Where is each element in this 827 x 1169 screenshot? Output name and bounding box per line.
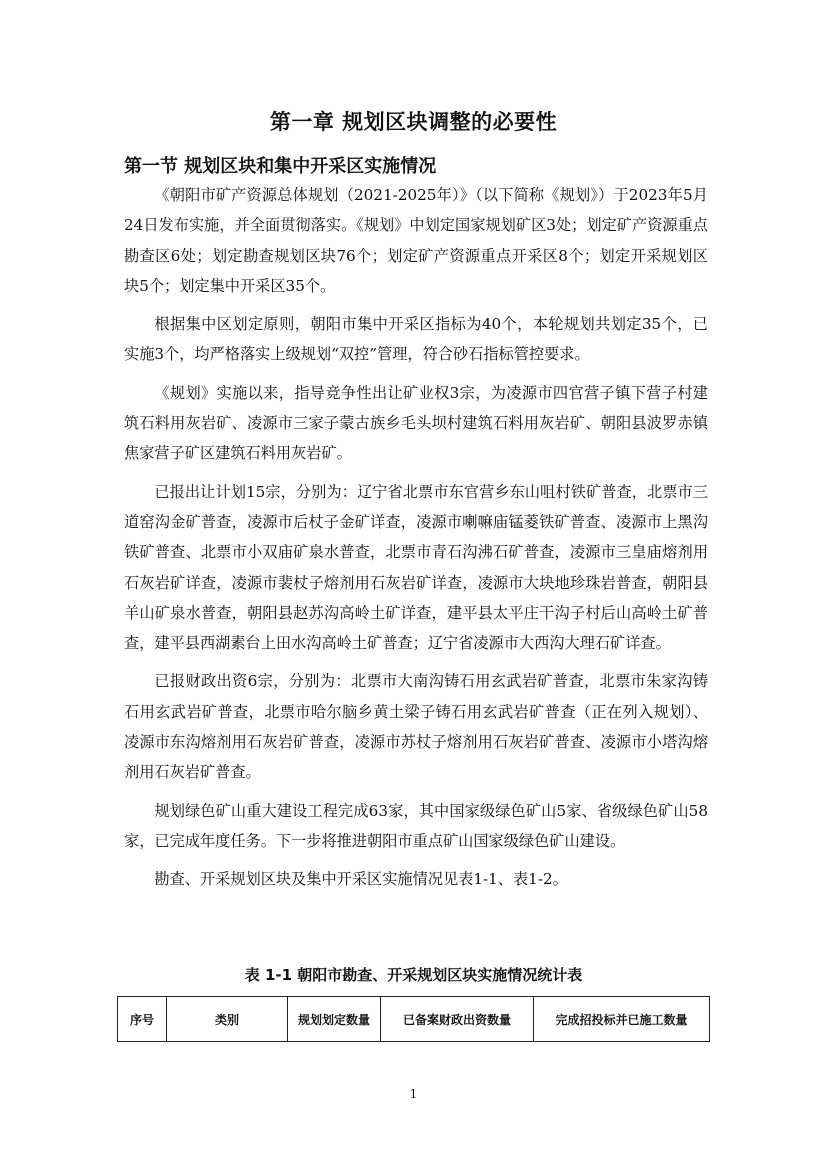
header-tendered-count: 完成招投标并已施工数量 (534, 997, 710, 1042)
table-caption: 表 1-1 朝阳市勘查、开采规划区块实施情况统计表 (244, 966, 583, 984)
paragraph-competitive-transfer: 《规划》实施以来，指导竞争性出让矿业权3宗，为凌源市四官营子镇下营子村建筑石料用灰岩矿、凌源市三家子蒙古族乡毛头坝村建筑石料用灰岩矿、朝阳县波罗赤镇焦家营子矿区建筑石料用灰岩矿。 (124, 383, 708, 463)
paragraph-table-reference: 勘查、开采规划区块及集中开采区实施情况见表1-1、表1-2。 (154, 870, 568, 889)
chapter-title: 第一章 规划区块调整的必要性 (269, 110, 558, 134)
paragraph-fiscal-funding: 已报财政出资6宗，分别为：北票市大南沟铸石用玄武岩矿普查，北票市朱家沟铸石用玄武岩矿普查，北票市哈尔脑乡黄土梁子铸石用玄武岩矿普查（正在列入规划）、凌源市东沟熔剂用石灰岩矿普查，凌源市苏杖子熔剂用石灰岩矿普查、凌源市小塔沟熔剂用石灰岩矿普查。 (124, 672, 708, 782)
paragraph-transfer-plan: 已报出让计划15宗，分别为：辽宁省北票市东官营乡东山咀村铁矿普查，北票市三道窑沟金矿普查，凌源市后杖子金矿详查，凌源市喇嘛庙锰菱铁矿普查、凌源市上黑沟铁矿普查、北票市小双庙矿泉水普查，北票市青石沟沸石矿普查，凌源市三皇庙熔剂用石灰岩矿详查，凌源市裴杖子熔剂用石灰岩矿详查，凌源市大块地珍珠岩普查，朝阳县羊山矿泉水普查，朝阳县赵苏沟高岭土矿详查，建平县太平庄干沟子村后山高岭土矿普查，建平县西湖素台上田水沟高岭土矿普查；辽宁省凌源市大西沟大理石矿详查。 (124, 482, 708, 653)
section-title: 第一节 规划区块和集中开采区实施情况 (124, 156, 437, 177)
document-body (124, 180, 708, 903)
header-fiscal-funded-count: 已备案财政出资数量 (381, 997, 534, 1042)
paragraph-green-mines: 规划绿色矿山重大建设工程完成63家，其中国家级绿色矿山5家、省级绿色矿山58家，已完成年度任务。下一步将推进朝阳市重点矿山国家级绿色矿山建设。 (124, 801, 708, 850)
paragraph-concentrated-areas: 根据集中区划定原则，朝阳市集中开采区指标为40个，本轮规划共划定35个，已实施3个，均严格落实上级规划“双控”管理，符合砂石指标管控要求。 (124, 315, 708, 364)
paragraph-plan-overview: 《朝阳市矿产资源总体规划（2021-2025年）》（以下简称《规划》）于2023年5月24日发布实施，并全面贯彻落实。《规划》中划定国家规划矿区3处；划定矿产资源重点勘查区6处；划定勘查规划区块76个；划定矿产资源重点开采区8个；划定开采规划区块5个；划定集中开采区35个。 (124, 186, 708, 295)
header-category: 类别 (167, 997, 288, 1042)
table-header-row (118, 997, 710, 1042)
header-planned-count: 规划划定数量 (288, 997, 381, 1042)
page-number: 1 (409, 1087, 418, 1101)
statistics-table (117, 996, 710, 1042)
header-serial-number: 序号 (118, 997, 167, 1042)
